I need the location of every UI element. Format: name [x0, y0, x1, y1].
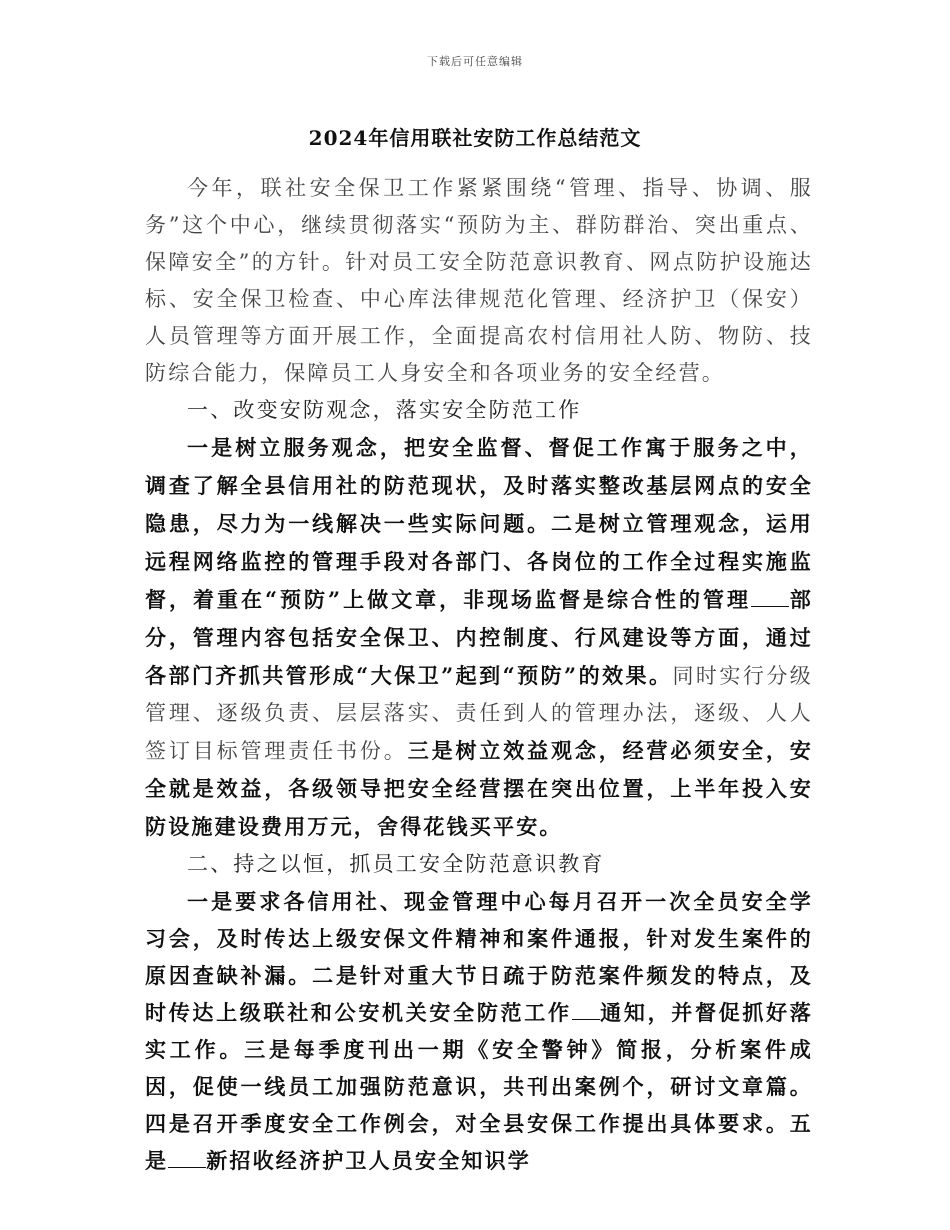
fill-blank-line: [572, 998, 600, 1020]
section-2-paragraph: [145, 883, 813, 1179]
section-2-heading: 二、持之以恒，抓员工安全防范意识教育: [187, 852, 605, 876]
section-1-paragraph: [145, 429, 813, 846]
section-1-text-d: 三是树立效益观念，经营必须安全，安全就是效益，各级领导把安全经营摆在突出位置，上半年投入安防设施建设费用万元，舍得花钱买平安。: [145, 738, 813, 839]
fill-blank-line: [751, 585, 789, 607]
section-1-text-a: 一是树立服务观念，把安全监督、督促工作寓于服务之中，调查了解全县信用社的防范现状，及时落实整改基层网点的安全隐患，尽力为一线解决一些实际问题。二是树立管理观念，运用远程网络监控的管理手段对各部门、各岗位的工作全过程实施监督，着重在“预防”上做文章，非现场监督是综合性的管理: [145, 435, 813, 612]
document-title: 2024年信用联社安防工作总结范文: [308, 126, 642, 150]
section-1-heading: 一、改变安防观念，落实安全防范工作: [187, 398, 582, 422]
section-1-text-b: 部分，管理内容包括安全保卫、内控制度、行风建设等方面，通过各部门齐抓共管形成“大保卫”起到“预防”的效果。: [145, 587, 813, 688]
fill-blank-line: [168, 1146, 206, 1168]
section-2-text-b: 通知，并督促抓好落实工作。三是每季度刊出一期《安全警钟》简报，分析案件成因，促使一线员工加强防范意识，共刊出案例个，研讨文章篇。四是召开季度安全工作例会，对全县安保工作提出具体要求。五是: [145, 1000, 813, 1173]
section-2-text-a: 一是要求各信用社、现金管理中心每月召开一次全员安全学习会，及时传达上级安保文件精神和案件通报，针对发生案件的原因查缺补漏。二是针对重大节日疏于防范案件频发的特点，及时传达上级联社和公安机关安全防范工作: [145, 889, 813, 1025]
document-body: [145, 170, 813, 1179]
section-2-text-c: 新招收经济护卫人员安全知识学: [206, 1148, 532, 1173]
section-1-text-c: 同时实行分级管理、逐级负责、层层落实、责任到人的管理办法，逐级、人人签订目标管理责任书份。: [145, 664, 813, 763]
page-header-note: 下载后可任意编辑: [427, 55, 523, 68]
intro-paragraph: 今年，联社安全保卫工作紧紧围绕“管理、指导、协调、服务”这个中心，继续贯彻落实“预防为主、群防群治、突出重点、保障安全”的方针。针对员工安全防范意识教育、网点防护设施达标、安全保卫检查、中心库法律规范化管理、经济护卫（保安）人员管理等方面开展工作，全面提高农村信用社人防、物防、技防综合能力，保障员工人身安全和各项业务的安全经营。: [145, 176, 813, 385]
